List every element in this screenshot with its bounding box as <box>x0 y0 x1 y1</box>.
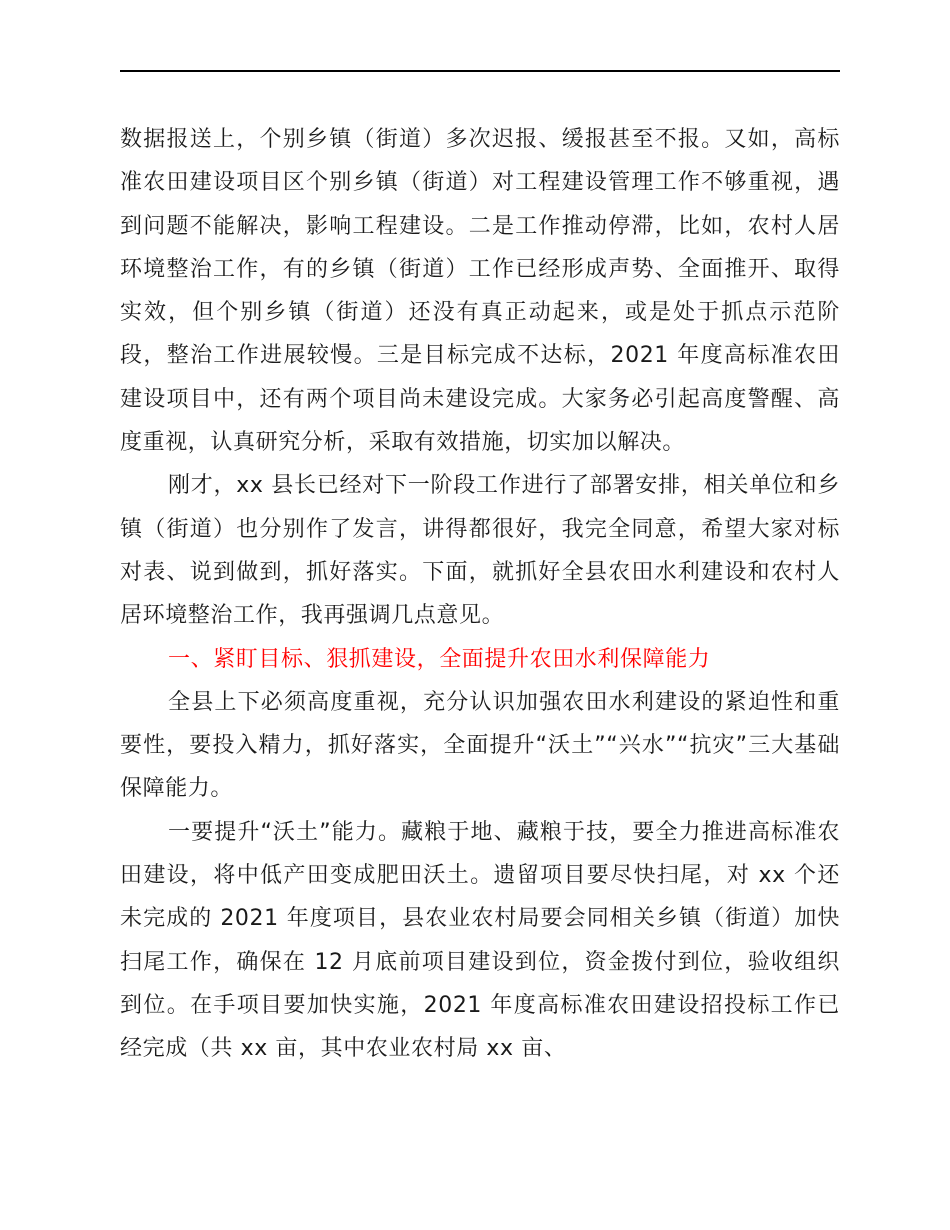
document-body <box>120 118 840 1071</box>
section-heading-1: 一、紧盯目标、狠抓建设，全面提升农田水利保障能力 <box>168 646 711 672</box>
paragraph-1: 数据报送上，个别乡镇（街道）多次迟报、缓报甚至不报。又如，高标准农田建设项目区个别乡镇（街道）对工程建设管理工作不够重视，遇到问题不能解决，影响工程建设。二是工作推动停滞，比如，农村人居环境整治工作，有的乡镇（街道）工作已经形成声势、全面推开、取得实效，但个别乡镇（街道）还没有真正动起来，或是处于抓点示范阶段，整治工作进展较慢。三是目标完成不达标，2021 年度高标准农田建设项目中，还有两个项目尚未建设完成。大家务必引起高度警醒、高度重视，认真研究分析，采取有效措施，切实加以解决。 <box>120 127 840 456</box>
paragraph-2: 刚才，xx 县长已经对下一阶段工作进行了部署安排，相关单位和乡镇（街道）也分别作了发言，讲得都很好，我完全同意，希望大家对标对表、说到做到，抓好落实。下面，就抓好全县农田水利建设和农村人居环境整治工作，我再强调几点意见。 <box>120 473 840 629</box>
paragraph-3: 全县上下必须高度重视，充分认识加强农田水利建设的紧迫性和重要性，要投入精力，抓好落实，全面提升“沃土”“兴水”“抗灾”三大基础保障能力。 <box>120 689 840 802</box>
paragraph-4: 一要提升“沃土”能力。藏粮于地、藏粮于技，要全力推进高标准农田建设，将中低产田变成肥田沃土。遗留项目要尽快扫尾，对 xx 个还未完成的 2021 年度项目，县农业农村局要会同相关乡镇（街道）加快扫尾工作，确保在 12 月底前项目建设到位，资金拨付到位，验收组织到位。在手项目要加快实施，2021 年度高标准农田建设招投标工作已经完成（共 xx 亩，其中农业农村局 xx 亩、 <box>120 819 840 1062</box>
header-rule <box>120 70 840 72</box>
